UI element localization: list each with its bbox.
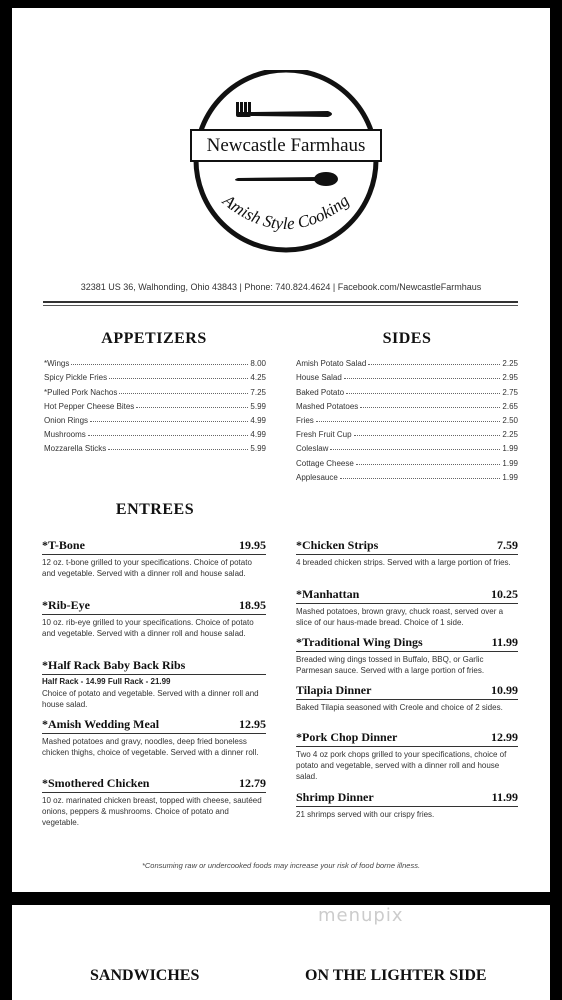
item-name: Fries xyxy=(296,415,314,425)
item-name: House Salad xyxy=(296,373,342,383)
item-name: *Pulled Pork Nachos xyxy=(44,387,118,397)
item-price: 4.99 xyxy=(250,415,266,425)
appetizers-item xyxy=(44,382,266,396)
entree-description: Two 4 oz pork chops grilled to your specifications, choice of potato and vegetable, served with a dinner roll and house salad. xyxy=(296,750,507,781)
tagline-text: Amish Style Cooking xyxy=(219,190,353,234)
brand-logo xyxy=(178,70,394,270)
item-price: 2.25 xyxy=(502,359,518,369)
entree-price: 11.99 xyxy=(491,790,518,804)
appetizers-item xyxy=(44,368,266,382)
item-price: 1.99 xyxy=(502,444,518,454)
appetizers-item xyxy=(44,354,266,368)
menu-page-2 xyxy=(12,905,550,1000)
dot-leader xyxy=(356,464,501,465)
item-name: Hot Pepper Cheese Bites xyxy=(44,401,135,411)
entree-item xyxy=(296,683,518,713)
dot-leader xyxy=(90,421,248,422)
entree-name: *Traditional Wing Dings xyxy=(296,635,423,649)
lighter-side-heading: ON THE LIGHTER SIDE xyxy=(305,967,487,984)
item-name: Fresh Fruit Cup xyxy=(296,430,352,440)
appetizers-heading: APPETIZERS xyxy=(101,330,207,347)
dot-leader xyxy=(71,364,248,365)
entree-item xyxy=(42,598,266,639)
appetizers-list xyxy=(44,354,266,453)
entree-name: *T-Bone xyxy=(42,538,85,552)
dot-leader xyxy=(109,378,248,379)
item-price: 7.25 xyxy=(250,387,266,397)
dot-leader xyxy=(330,449,500,450)
entree-item xyxy=(42,717,266,758)
dot-leader xyxy=(354,435,501,436)
entree-item xyxy=(296,538,518,568)
item-price: 4.99 xyxy=(250,430,266,440)
item-price: 2.25 xyxy=(502,430,518,440)
item-price: 5.99 xyxy=(250,401,266,411)
watermark: menupix xyxy=(318,905,404,926)
entree-header xyxy=(42,717,266,734)
entree-price: 7.59 xyxy=(497,538,518,552)
entree-description: 21 shrimps served with our crispy fries. xyxy=(296,810,435,819)
dot-leader xyxy=(346,393,500,394)
entree-description: Mashed potatoes, brown gravy, chuck roast, served over a slice of our haus-made bread. Choice of 1 side. xyxy=(296,607,504,627)
entree-item xyxy=(42,776,266,828)
item-name: Amish Potato Salad xyxy=(296,359,367,369)
entree-description: Breaded wing dings tossed in Buffalo, BBQ, or Garlic Parmesan sauce. Served with a large portion of fries. xyxy=(296,655,485,675)
item-price: 2.50 xyxy=(502,415,518,425)
spoon-icon xyxy=(235,172,338,186)
logo-ring-icon xyxy=(178,70,394,270)
entree-price: 10.25 xyxy=(491,587,518,601)
fork-icon xyxy=(236,102,332,117)
appetizers-item xyxy=(44,411,266,425)
divider xyxy=(43,301,518,303)
entrees-heading: ENTREES xyxy=(115,501,195,518)
entree-header xyxy=(296,587,518,604)
item-name: Onion Rings xyxy=(44,415,89,425)
sides-item xyxy=(296,411,518,425)
dot-leader xyxy=(108,449,248,450)
entree-name: *Manhattan xyxy=(296,587,360,601)
sides-item xyxy=(296,425,518,439)
food-safety-disclaimer: *Consuming raw or undercooked foods may increase your risk of food borne illness. xyxy=(141,861,421,870)
dot-leader xyxy=(360,407,500,408)
appetizers-item xyxy=(44,397,266,411)
entree-header xyxy=(296,635,518,652)
item-price: 4.25 xyxy=(250,373,266,383)
sides-heading: SIDES xyxy=(382,330,432,347)
entree-header xyxy=(296,730,518,747)
sides-item xyxy=(296,439,518,453)
entree-description: 4 breaded chicken strips. Served with a large portion of fries. xyxy=(296,558,511,567)
item-price: 2.95 xyxy=(502,373,518,383)
item-name: Coleslaw xyxy=(296,444,329,454)
entree-item xyxy=(296,730,518,782)
item-name: Cottage Cheese xyxy=(296,458,354,468)
entree-price: 11.99 xyxy=(491,635,518,649)
entree-item xyxy=(42,538,266,579)
entree-header xyxy=(42,776,266,793)
item-name: Spicy Pickle Fries xyxy=(44,373,108,383)
entree-item xyxy=(296,587,518,628)
sides-item xyxy=(296,382,518,396)
entree-description: 10 oz. rib-eye grilled to your specifications. Choice of potato and vegetable. Served with a dinner roll and house salad. xyxy=(42,618,254,638)
entree-name: *Smothered Chicken xyxy=(42,776,150,790)
entree-name: *Chicken Strips xyxy=(296,538,379,552)
entree-name: *Rib-Eye xyxy=(42,598,90,612)
entree-price: 19.95 xyxy=(239,538,266,552)
item-price: 1.99 xyxy=(502,458,518,468)
item-name: Mozzarella Sticks xyxy=(44,444,107,454)
item-name: Baked Potato xyxy=(296,387,345,397)
entree-price: 12.79 xyxy=(239,776,266,790)
entree-options: Half Rack - 14.99 Full Rack - 21.99 xyxy=(42,677,171,686)
entree-name: *Amish Wedding Meal xyxy=(42,717,160,731)
entree-item xyxy=(296,635,518,676)
dot-leader xyxy=(88,435,249,436)
entree-description: Choice of potato and vegetable. Served with a dinner roll and house salad. xyxy=(42,689,259,709)
entree-price: 18.95 xyxy=(239,598,266,612)
entree-price: 12.99 xyxy=(491,730,518,744)
dot-leader xyxy=(119,393,248,394)
entree-header xyxy=(42,658,266,675)
entree-name: *Half Rack Baby Back Ribs xyxy=(42,658,186,672)
divider xyxy=(43,305,518,306)
dot-leader xyxy=(340,478,501,479)
sides-list xyxy=(296,354,518,482)
entree-name: Tilapia Dinner xyxy=(296,683,372,697)
entree-item xyxy=(296,790,518,820)
item-price: 8.00 xyxy=(250,359,266,369)
sandwiches-heading: SANDWICHES xyxy=(90,967,200,984)
entree-header xyxy=(296,538,518,555)
entree-price: 12.95 xyxy=(239,717,266,731)
appetizers-item xyxy=(44,439,266,453)
item-price: 2.65 xyxy=(502,401,518,411)
dot-leader xyxy=(316,421,501,422)
appetizers-item xyxy=(44,425,266,439)
menu-page xyxy=(12,8,550,892)
item-name: Mushrooms xyxy=(44,430,86,440)
item-price: 5.99 xyxy=(250,444,266,454)
entree-description: 12 oz. t-bone grilled to your specifications. Choice of potato and vegetable. Served with a dinner roll and house salad. xyxy=(42,558,252,578)
sides-item xyxy=(296,397,518,411)
sides-item xyxy=(296,368,518,382)
entree-item xyxy=(42,658,266,710)
dot-leader xyxy=(136,407,248,408)
address-line: 32381 US 36, Walhonding, Ohio 43843 | Phone: 740.824.4624 | Facebook.com/NewcastleFarmhaus xyxy=(80,282,482,292)
entree-name: *Pork Chop Dinner xyxy=(296,730,398,744)
item-name: Applesauce xyxy=(296,472,338,482)
svg-text:Amish Style Cooking xyxy=(218,190,352,233)
item-price: 2.75 xyxy=(502,387,518,397)
entree-description: 10 oz. marinated chicken breast, topped with cheese, sautéed onions, peppers & mushrooms. Choice of potato and vegetable. xyxy=(42,796,262,827)
entree-description: Baked Tilapia seasoned with Creole and choice of 2 sides. xyxy=(296,703,503,712)
entree-description: Mashed potatoes and gravy, noodles, deep fried boneless chicken thighs, choice of vegetable. Served with a dinner roll. xyxy=(42,737,259,757)
entree-header xyxy=(42,538,266,555)
entree-header xyxy=(296,683,518,700)
sides-item xyxy=(296,354,518,368)
item-price: 1.99 xyxy=(502,472,518,482)
brand-name: Newcastle Farmhaus xyxy=(190,129,382,162)
entree-name: Shrimp Dinner xyxy=(296,790,374,804)
dot-leader xyxy=(368,364,500,365)
sides-item xyxy=(296,468,518,482)
entree-price: 10.99 xyxy=(491,683,518,697)
item-name: Mashed Potatoes xyxy=(296,401,359,411)
sides-item xyxy=(296,453,518,467)
entree-header xyxy=(42,598,266,615)
dot-leader xyxy=(344,378,501,379)
entree-header xyxy=(296,790,518,807)
item-name: *Wings xyxy=(44,359,70,369)
